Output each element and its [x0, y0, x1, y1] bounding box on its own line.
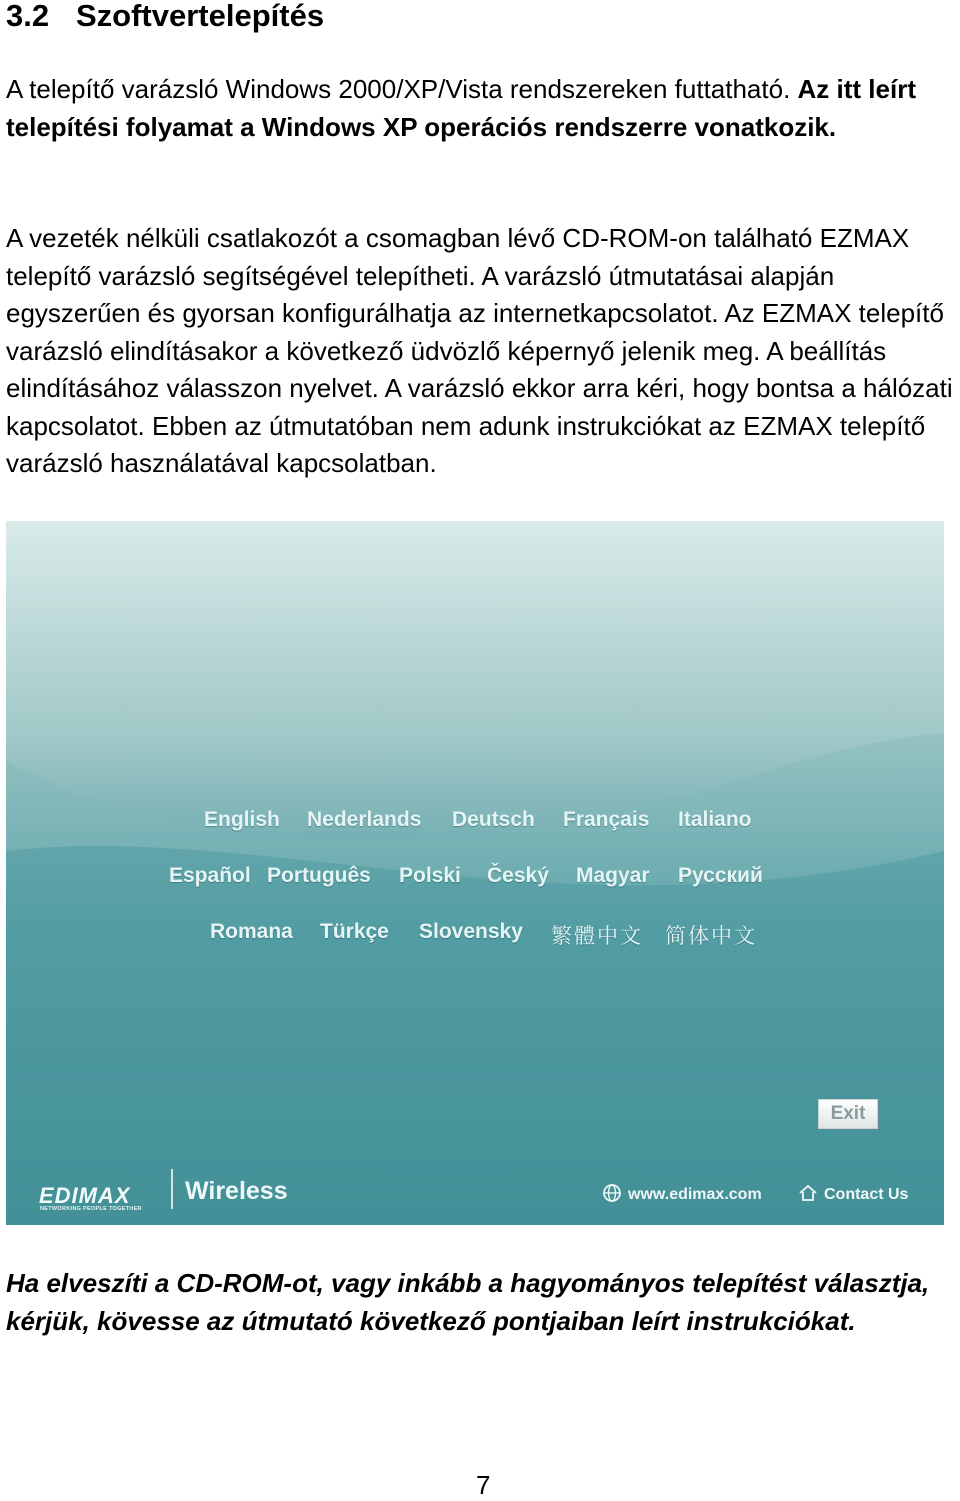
contact-label: Contact Us	[824, 1186, 909, 1203]
section-heading	[6, 0, 324, 34]
language-traditional-chinese[interactable]: 繁體中文	[551, 924, 643, 948]
product-label: Wireless	[185, 1177, 288, 1205]
language-deutsch[interactable]: Deutsch	[452, 808, 535, 831]
globe-icon	[602, 1183, 622, 1203]
body-paragraph: A vezeték nélküli csatlakozót a csomagban lévő CD-ROM-on található EZMAX telepítő varázsló segítségével telepítheti. A varázsló útmutatásai alapján egyszerűen és gyorsan konfigurálhatja az internetkapcsolatot. Az EZMAX telepítő varázsló elindításakor a következő üdvözlő képernyő jelenik meg. A beállítás elindításához válasszon nyelvet. A varázsló ekkor arra kéri, hogy bontsa a hálózati kapcsolatot. Ebben az útmutatóban nem adunk instrukciókat az EZMAX telepítő varázsló használatával kapcsolatban.	[6, 223, 953, 478]
language-nederlands[interactable]: Nederlands	[307, 808, 422, 831]
language-portugues[interactable]: Português	[267, 864, 371, 887]
note-paragraph: Ha elveszíti a CD-ROM-ot, vagy inkább a hagyományos telepítést választja, kérjük, kövesse az útmutató következő pontjaiban leírt instrukciókat.	[6, 1268, 930, 1336]
page-number: 7	[476, 1470, 491, 1500]
language-row-2	[6, 864, 944, 894]
language-francais[interactable]: Français	[563, 808, 650, 831]
language-polski[interactable]: Polski	[399, 864, 461, 887]
language-english[interactable]: English	[204, 808, 280, 831]
logo-wordmark: EDIMAX	[39, 1183, 131, 1208]
footer-divider	[171, 1169, 173, 1209]
language-italiano[interactable]: Italiano	[678, 808, 752, 831]
language-turkce[interactable]: Türkçe	[320, 920, 389, 943]
language-espanol[interactable]: Español	[169, 864, 251, 887]
installer-footer	[6, 1151, 944, 1225]
language-slovensky[interactable]: Slovensky	[419, 920, 523, 943]
language-russian[interactable]: Русский	[678, 864, 763, 887]
section-number: 3.2	[6, 0, 50, 33]
language-simplified-chinese[interactable]: 简体中文	[665, 924, 757, 948]
exit-button[interactable]: Exit	[818, 1099, 878, 1129]
language-row-1	[6, 808, 944, 838]
language-romana[interactable]: Romana	[210, 920, 293, 943]
website-label: www.edimax.com	[628, 1186, 762, 1203]
section-title: Szoftvertelepítés	[76, 0, 325, 33]
language-cesky[interactable]: Český	[487, 864, 549, 887]
contact-link[interactable]	[798, 1183, 908, 1204]
language-magyar[interactable]: Magyar	[576, 864, 650, 887]
logo-tagline: NETWORKING PEOPLE TOGETHER	[40, 1206, 142, 1212]
intro-text: A telepítő varázsló Windows 2000/XP/Vista rendszereken futtatható.	[6, 74, 798, 104]
installer-screenshot	[6, 521, 944, 1225]
intro-paragraph	[6, 71, 958, 146]
home-icon	[798, 1183, 818, 1203]
edimax-logo	[39, 1183, 163, 1213]
language-row-3	[6, 920, 944, 950]
website-link[interactable]	[602, 1183, 762, 1204]
intro-bold-text: Az itt leírt telepítési folyamat a Windows XP operációs rendszerre vonatkozik.	[6, 74, 916, 142]
